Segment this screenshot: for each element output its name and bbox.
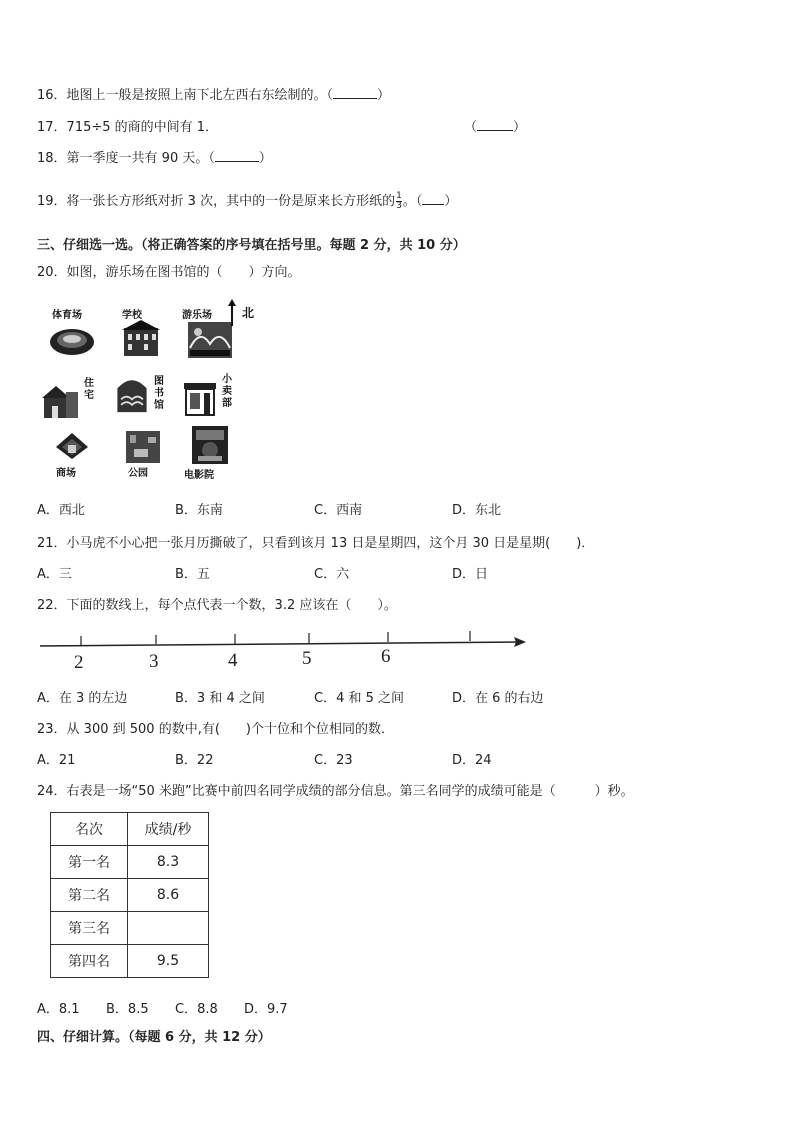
q24-option-b[interactable]: B．8.5 bbox=[106, 1002, 149, 1017]
q21-option-c[interactable]: C．六 bbox=[314, 567, 350, 582]
park-icon bbox=[118, 426, 166, 468]
question-17-text: 17．715÷5 的商的中间有 1． bbox=[37, 120, 219, 135]
question-19-text: 19．将一张长方形纸对折 3 次，其中的一份是原来长方形纸的 bbox=[37, 194, 396, 209]
map-cinema bbox=[178, 424, 248, 486]
results-table bbox=[50, 812, 209, 978]
table-row bbox=[51, 912, 209, 945]
q22-option-b[interactable]: B．3 和 4 之间 bbox=[175, 691, 265, 706]
residence-label: 住宅 bbox=[84, 378, 94, 401]
answer-blank-16[interactable] bbox=[333, 86, 377, 99]
q21-option-d[interactable]: D．日 bbox=[452, 567, 489, 582]
table-header: 成绩/秒 bbox=[128, 813, 209, 846]
close-paren: ） bbox=[444, 194, 458, 209]
q20-option-c[interactable]: C．西南 bbox=[314, 503, 363, 518]
section-3-heading: 三、仔细选一选。（将正确答案的序号填在括号里。每题 2 分，共 10 分） bbox=[37, 238, 466, 253]
q22-option-c[interactable]: C．4 和 5 之间 bbox=[314, 691, 405, 706]
q21-option-a[interactable]: A．三 bbox=[37, 567, 72, 582]
question-22-text: 22．下面的数线上，每个点代表一个数，3.2 应该在（ ）。 bbox=[37, 598, 397, 613]
library-label: 图书馆 bbox=[154, 376, 164, 411]
fraction: $\frac{1}{3}$ bbox=[396, 191, 402, 211]
q24-option-d[interactable]: D．9.7 bbox=[244, 1002, 288, 1017]
open-paren: （ bbox=[464, 120, 478, 135]
table-cell bbox=[128, 912, 209, 945]
question-19 bbox=[37, 190, 457, 211]
tick-label-4: 4 bbox=[228, 650, 238, 671]
table-row bbox=[51, 945, 209, 978]
north-label: 北 bbox=[242, 306, 255, 320]
table-row bbox=[51, 879, 209, 912]
table-header-row bbox=[51, 813, 209, 846]
amusement-label: 游乐场 bbox=[182, 310, 212, 321]
table-cell: 第三名 bbox=[51, 912, 128, 945]
answer-blank-18[interactable] bbox=[215, 149, 259, 162]
map-residence bbox=[40, 370, 110, 432]
mall-label: 商场 bbox=[56, 468, 76, 479]
question-24-text: 24．右表是一场“50 米跑”比赛中前四名同学成绩的部分信息。第三名同学的成绩可能是（ ）秒。 bbox=[37, 784, 634, 799]
campus-map bbox=[36, 298, 266, 483]
school-icon bbox=[118, 318, 166, 360]
stadium-icon bbox=[48, 318, 96, 360]
q24-option-a[interactable]: A．8.1 bbox=[37, 1002, 80, 1017]
question-21-text: 21．小马虎不小心把一张月历撕破了，只看到该月 13 日是星期四，这个月 30 日是星期( )． bbox=[37, 536, 595, 551]
q23-option-a[interactable]: A．21 bbox=[37, 753, 76, 768]
table-cell: 8.3 bbox=[128, 846, 209, 879]
map-park bbox=[110, 424, 180, 486]
q20-option-d[interactable]: D．东北 bbox=[452, 503, 502, 518]
question-20-text: 20．如图，游乐场在图书馆的（ ）方向。 bbox=[37, 265, 301, 280]
q24-option-c[interactable]: C．8.8 bbox=[175, 1002, 218, 1017]
map-stadium bbox=[40, 306, 110, 368]
table-cell: 第四名 bbox=[51, 945, 128, 978]
question-16-text: 16．地图上一般是按照上南下北左西右东绘制的。（ bbox=[37, 88, 334, 103]
q23-option-c[interactable]: C．23 bbox=[314, 753, 353, 768]
q20-option-b[interactable]: B．东南 bbox=[175, 503, 223, 518]
question-17-answer bbox=[464, 116, 526, 135]
close-paren: ） bbox=[513, 120, 527, 135]
map-mall bbox=[40, 424, 110, 486]
map-shop bbox=[178, 370, 248, 432]
cinema-icon bbox=[186, 424, 234, 466]
q22-option-a[interactable]: A．在 3 的左边 bbox=[37, 691, 128, 706]
park-label: 公园 bbox=[128, 468, 148, 479]
table-cell: 第一名 bbox=[51, 846, 128, 879]
close-paren: ） bbox=[377, 88, 391, 103]
table-cell: 第二名 bbox=[51, 879, 128, 912]
shop-label: 小卖部 bbox=[222, 374, 232, 409]
tick-label-5: 5 bbox=[302, 648, 312, 669]
question-17 bbox=[37, 116, 218, 135]
answer-blank-17[interactable] bbox=[477, 118, 513, 131]
q20-option-a[interactable]: A．西北 bbox=[37, 503, 85, 518]
table-cell: 8.6 bbox=[128, 879, 209, 912]
mall-icon bbox=[48, 426, 96, 468]
map-library bbox=[110, 370, 180, 432]
question-23-text: 23．从 300 到 500 的数中,有( )个十位和个位相同的数． bbox=[37, 722, 394, 737]
close-paren: ） bbox=[258, 151, 272, 166]
tick-label-3: 3 bbox=[149, 651, 159, 672]
table-cell: 9.5 bbox=[128, 945, 209, 978]
tick-label-6: 6 bbox=[381, 646, 391, 667]
answer-blank-19[interactable] bbox=[422, 192, 444, 205]
question-16 bbox=[37, 84, 390, 103]
table-row bbox=[51, 846, 209, 879]
cinema-label: 电影院 bbox=[184, 470, 214, 481]
q23-option-d[interactable]: D．24 bbox=[452, 753, 492, 768]
question-18 bbox=[37, 147, 272, 166]
shop-icon bbox=[182, 376, 218, 418]
q22-option-d[interactable]: D．在 6 的右边 bbox=[452, 691, 544, 706]
number-line bbox=[38, 628, 528, 672]
table-header: 名次 bbox=[51, 813, 128, 846]
section-4-heading: 四、仔细计算。（每题 6 分，共 12 分） bbox=[37, 1030, 271, 1045]
question-18-text: 18．第一季度一共有 90 天。（ bbox=[37, 151, 215, 166]
library-icon bbox=[112, 372, 152, 414]
stadium-label: 体育场 bbox=[52, 310, 82, 321]
q23-option-b[interactable]: B．22 bbox=[175, 753, 214, 768]
tick-label-2: 2 bbox=[74, 652, 84, 673]
residence-icon bbox=[40, 380, 80, 422]
question-19-after: 。（ bbox=[402, 194, 423, 209]
map-school bbox=[110, 306, 180, 368]
q21-option-b[interactable]: B．五 bbox=[175, 567, 210, 582]
school-label: 学校 bbox=[122, 310, 142, 321]
